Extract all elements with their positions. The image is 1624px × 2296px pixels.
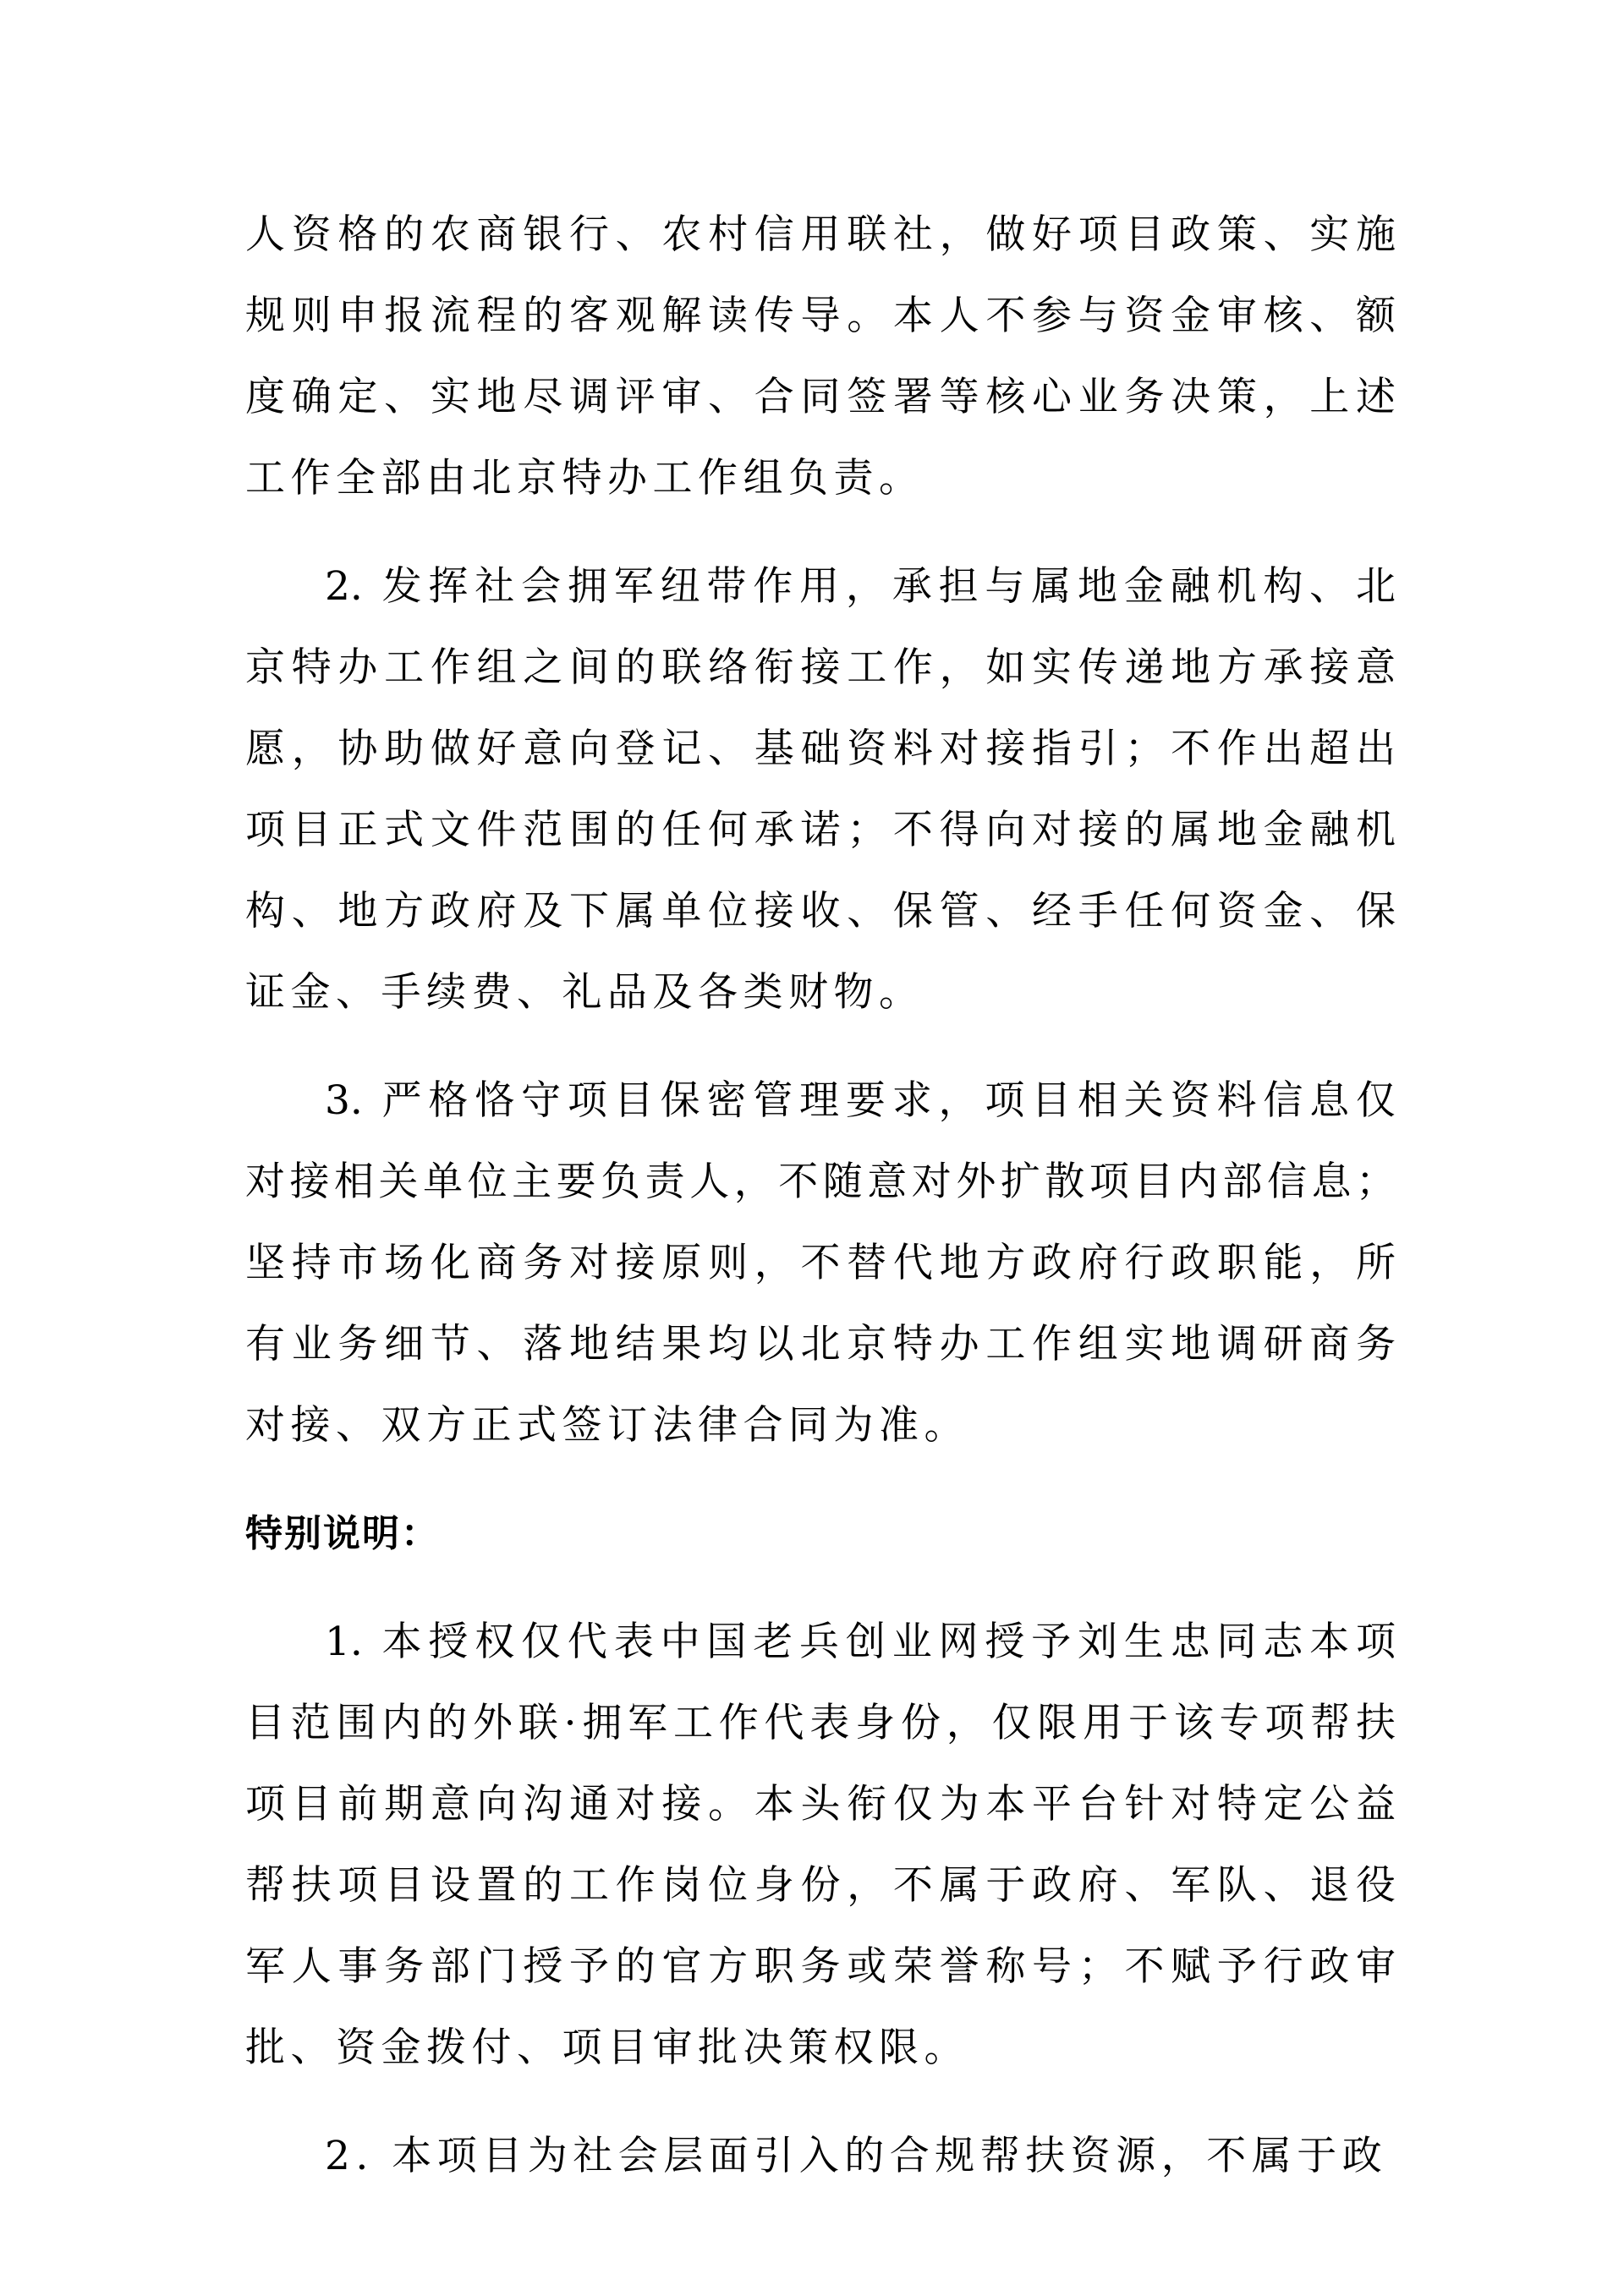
text-line: 工作全部由北京特办工作组负责。	[245, 455, 924, 501]
paragraph-special-1	[245, 1602, 1396, 2089]
text-line: 军人事务部门授予的官方职务或荣誉称号；不赋予行政审	[245, 1943, 1396, 1990]
text-line: 项目正式文件范围的任何承诺；不得向对接的属地金融机	[245, 807, 1396, 853]
section-heading-special-notes: 特别说明：	[245, 1512, 440, 1555]
text-line: 人资格的农商银行、农村信用联社，做好项目政策、实施	[245, 211, 1396, 258]
text-line: 2. 本项目为社会层面引入的合规帮扶资源，不属于政	[325, 2133, 1388, 2179]
text-line: 2. 发挥社会拥军纽带作用，承担与属地金融机构、北	[325, 563, 1396, 610]
text-line: 帮扶项目设置的工作岗位身份，不属于政府、军队、退役	[245, 1862, 1396, 1909]
text-line: 愿，协助做好意向登记、基础资料对接指引；不作出超出	[245, 726, 1396, 772]
text-line: 项目前期意向沟通对接。本头衔仅为本平台针对特定公益	[245, 1781, 1396, 1827]
text-line: 批、资金拨付、项目审批决策权限。	[245, 2025, 969, 2071]
text-line: 对接、双方正式签订法律合同为准。	[245, 1402, 969, 1449]
text-line: 目范围内的外联·拥军工作代表身份，仅限用于该专项帮扶	[245, 1700, 1396, 1746]
text-line: 规则申报流程的客观解读传导。本人不参与资金审核、额	[245, 293, 1396, 339]
text-line: 有业务细节、落地结果均以北京特办工作组实地调研商务	[245, 1321, 1396, 1367]
paragraph-item-3	[245, 1060, 1396, 1466]
text-line: 3. 严格恪守项目保密管理要求，项目相关资料信息仅	[325, 1077, 1396, 1124]
text-line: 证金、手续费、礼品及各类财物。	[245, 969, 924, 1016]
paragraph-intro-continued	[245, 195, 1396, 519]
text-line: 构、地方政府及下属单位接收、保管、经手任何资金、保	[245, 888, 1396, 934]
text-line: 对接相关单位主要负责人，不随意对外扩散项目内部信息；	[245, 1159, 1396, 1205]
text-line: 度确定、实地尽调评审、合同签署等核心业务决策，上述	[245, 374, 1396, 420]
text-line: 坚持市场化商务对接原则，不替代地方政府行政职能，所	[245, 1240, 1396, 1286]
text-line: 京特办工作组之间的联络衔接工作，如实传递地方承接意	[245, 644, 1396, 691]
text-line: 1. 本授权仅代表中国老兵创业网授予刘生忠同志本项	[325, 1619, 1396, 1665]
paragraph-special-2	[245, 2116, 1396, 2197]
paragraph-item-2	[245, 546, 1396, 1033]
document-page	[245, 195, 1396, 2224]
